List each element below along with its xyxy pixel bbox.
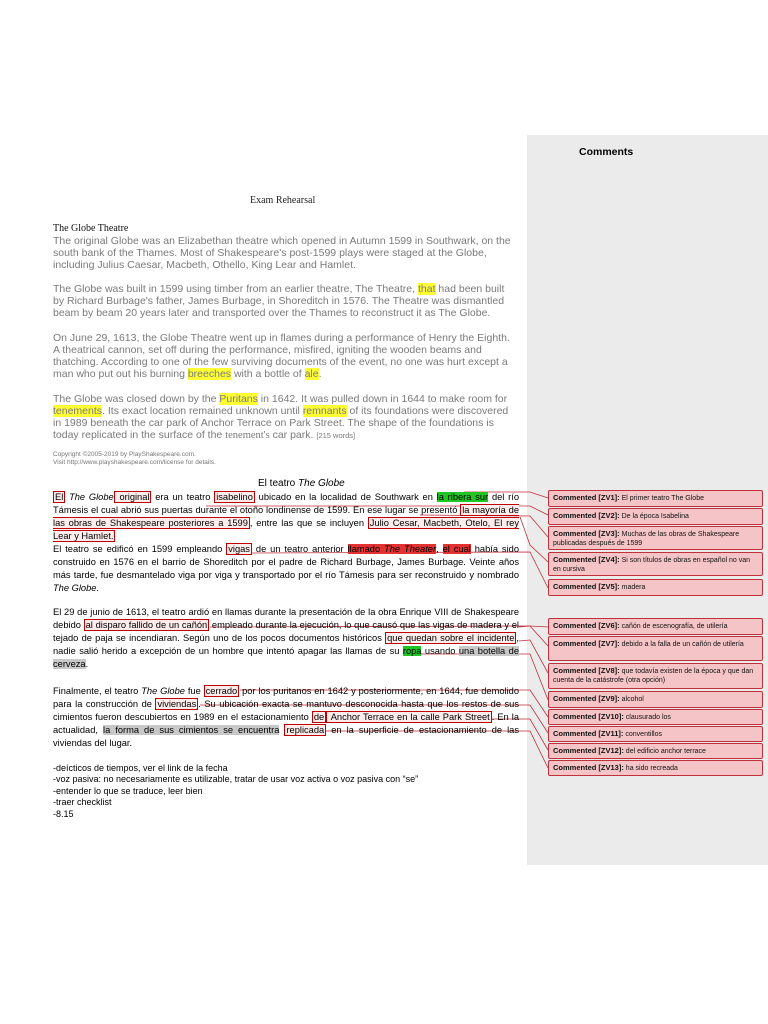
comment-label: Commented [ZV7]: [553, 639, 620, 648]
comment-anchor-zv8[interactable]: que quedan sobre el incidente [387, 633, 515, 643]
comment-label: Commented [ZV4]: [553, 555, 620, 564]
comment-label: Commented [ZV8]: [553, 666, 620, 675]
text-run: had been built by Richard Burbage's father, James Burbage, in Shoreditch in 1576. The Theatre was dismantled beam by beam 20 years later and transported over the Thames to reconstruct it as The Globe. [53, 283, 505, 319]
comment-text: Muchas de las obras de Shakespeare publicadas después de 1599 [553, 531, 740, 547]
spanish-paragraph-2 [53, 543, 519, 595]
comment-text: De la época Isabelina [621, 513, 689, 520]
highlight: ale [304, 368, 319, 380]
comment-zv7[interactable] [548, 636, 763, 661]
text-run: empleado durante la ejecución, lo que causó que las vigas de madera y el tejado de paja se incendiaran. Según uno de los pocos documentos históricos [53, 620, 519, 643]
title-run: El teatro [258, 478, 299, 489]
text-run: Finalmente, el teatro [53, 686, 142, 696]
text-run: On June 29, 1613, the Globe Theatre went up in flames during a performance of Henry the Eighth. A theatrical cannon, set off during the performance, misfired, igniting the wooden beams and thatching. According to one of the few surviving documents of the event, no one was hurt except a man who put out his burning [53, 332, 510, 380]
comment-label: Commented [ZV5]: [553, 582, 620, 591]
comment-anchor-zv10[interactable]: cerrado [205, 686, 238, 696]
text-run: El 29 de junio de 1613, el teatro ardió en llamas durante la presentación de la obra Enrique VIII de Shakespeare debido [53, 607, 519, 630]
highlight: la forma de sus cimientos se encuentra [103, 725, 280, 735]
comment-text: alcohol [621, 696, 644, 703]
comment-anchor-zv12-place[interactable]: Anchor Terrace en la calle Park Street [328, 712, 490, 722]
spanish-paragraph-1 [53, 491, 519, 543]
text-run: usando [421, 646, 459, 656]
comment-anchor-zv11[interactable]: viviendas [157, 699, 197, 709]
text-run: era un teatro [151, 492, 215, 502]
text-run: fue [184, 686, 204, 696]
comment-zv2[interactable] [548, 508, 763, 525]
license-line: Visit http://www.playshakespeare.com/license for details. [53, 459, 216, 466]
highlight: that [417, 283, 436, 295]
copyright-line: Copyright ©2005-2019 by PlayShakespeare.com. [53, 451, 196, 458]
comment-anchor-zv12[interactable]: de [313, 712, 325, 722]
text-run: , [436, 544, 443, 554]
text-run: de un teatro anterior [251, 544, 348, 554]
notes-list [53, 763, 418, 820]
comment-anchor-zv4[interactable]: Julio Cesar, Macbeth, Otelo, El rey Lear y Hamlet. [53, 518, 519, 541]
highlight-italic: The Theater [384, 544, 437, 554]
comment-text: El primer teatro The Globe [621, 495, 704, 502]
english-paragraph-1: The original Globe was an Elizabethan theatre which opened in Autumn 1599 in Southwark, on the south bank of the Thames. Most of Shakespeare's post-1599 plays were staged at the Globe, including Julius Caesar, Macbeth, Othello, King Lear and Hamlet. [53, 235, 511, 271]
comment-anchor-zv1-original[interactable]: original [115, 492, 150, 502]
comment-label: Commented [ZV10]: [553, 712, 624, 721]
comment-zv5[interactable] [548, 579, 763, 596]
comment-label: Commented [ZV11]: [553, 729, 624, 738]
highlight: tenements [53, 405, 103, 417]
comment-text: conventillos [625, 731, 662, 738]
english-heading: The Globe Theatre [53, 223, 129, 234]
text-run: . En la actualidad, [53, 712, 519, 735]
note-item: -traer checklist [53, 797, 112, 808]
text-run: The Globe was built in 1599 using timber from an earlier theatre, The Theatre, [53, 283, 418, 295]
english-paragraph-3 [53, 332, 515, 380]
text-run-italic: The Globe [141, 686, 185, 696]
highlight: ropa [402, 646, 422, 656]
english-paragraph-4 [53, 393, 515, 442]
highlight: llamado [347, 544, 385, 554]
comment-label: Commented [ZV13]: [553, 763, 624, 772]
text-run: tenement's [225, 430, 270, 441]
leader-zv4 [520, 517, 548, 562]
text-run-italic: The Globe [65, 492, 114, 502]
comment-anchor-zv9[interactable]: una botella de cerveza [53, 646, 519, 669]
comment-text: que todavía existen de la época y que dan cuenta de la catástrofe (otra opción) [553, 668, 754, 684]
comment-zv9[interactable] [548, 691, 763, 708]
comment-anchor-zv2[interactable]: isabelino [216, 492, 253, 502]
text-run: del río Támesis el cual abrió sus puertas durante el otoño londinense de 1599. En ese lugar se presentó [53, 492, 519, 515]
text-run: en la superficie de estacionamiento de las viviendas del lugar. [53, 725, 519, 748]
text-run: in 1642. It was pulled down in 1644 to make room for [257, 393, 508, 405]
comment-zv10[interactable] [548, 709, 763, 725]
text-run: ubicado en la localidad de Southwark en [254, 492, 437, 502]
highlight: breeches [187, 368, 232, 380]
comment-anchor-zv13[interactable]: replicada [286, 725, 325, 735]
note-item: -deícticos de tiempos, ver el link de la fecha [53, 763, 228, 773]
comment-label: Commented [ZV12]: [553, 746, 624, 755]
english-paragraph-2 [53, 283, 515, 319]
comment-text: cañón de escenografía, de utilería [621, 623, 728, 630]
comment-label: Commented [ZV9]: [553, 694, 620, 703]
comment-zv4[interactable] [548, 552, 763, 576]
comments-pane-label: Comments [579, 146, 634, 158]
comment-zv11[interactable] [548, 726, 763, 742]
spanish-paragraph-3 [53, 606, 519, 671]
comment-zv6[interactable] [548, 618, 763, 635]
comment-zv12[interactable] [548, 743, 763, 759]
text-run: . [318, 368, 322, 380]
text-run: . [96, 583, 100, 593]
title-run-italic: The Globe [298, 478, 345, 489]
comment-label: Commented [ZV2]: [553, 511, 620, 520]
text-run: , entre las que se incluyen [249, 518, 368, 528]
text-run: . [85, 659, 89, 669]
note-item: -entender lo que se traduce, leer bien [53, 785, 203, 796]
text-run: había sido construido en 1576 en el barrio de Shoreditch por el padre de Richard Burbage, James Burbage. Veinte años más tarde, fue desmantelado viga por viga y transportado por el río Támesis para ser reconstruido y nombrado [53, 544, 519, 580]
text-run: The Globe was closed down by the [53, 393, 220, 405]
comment-anchor-zv5[interactable]: vigas [228, 544, 250, 554]
note-item: -voz pasiva: no necesariamente es utilizable, tratar de usar voz activa o voz pasiva con “se” [53, 774, 419, 785]
comment-label: Commented [ZV3]: [553, 529, 620, 538]
comment-text: debido a la falla de un cañón de utilería [621, 641, 744, 648]
comment-text: Si son títulos de obras en español no van en cursiva [553, 557, 751, 573]
text-run: . Its exact location remained unknown until [102, 405, 303, 417]
copyright-notice [53, 451, 216, 467]
text-run: with a bottle of [231, 368, 305, 380]
text-run: , nadie salió herido a excepción de un hombre que intentó apagar las llamas de su [53, 633, 519, 656]
highlight: la ribera sur [436, 492, 489, 502]
comment-label: Commented [ZV1]: [553, 493, 620, 502]
comment-anchor-zv6[interactable]: al disparo fallido de un cañón [85, 620, 208, 630]
highlight: el cual [442, 544, 471, 554]
comment-text: madera [621, 584, 646, 591]
comment-zv1[interactable] [548, 490, 763, 507]
leader-zv7 [519, 626, 548, 646]
comment-label: Commented [ZV6]: [553, 621, 620, 630]
text-run: car park. [269, 429, 317, 441]
comment-text: clausurado los [625, 714, 671, 721]
leader-zv8 [519, 640, 548, 673]
comment-anchor-zv3[interactable]: la mayoría de las obras de Shakespeare posteriores a 1599 [53, 505, 520, 528]
comment-zv3[interactable] [548, 526, 763, 550]
comment-anchor-zv1[interactable]: El [55, 492, 64, 502]
highlight: remnants [302, 405, 347, 417]
text-run: El teatro se edificó en 1599 empleando [53, 544, 227, 554]
text-run-italic: The Globe [53, 583, 97, 593]
note-item: -8.15 [53, 808, 74, 819]
text-run: of its foundations were discovered in 1989 beneath the car park of Anchor Terrace on Park Street. The shape of the foundations is today replicated in the surface of the [53, 405, 509, 441]
spanish-paragraph-4 [53, 685, 519, 750]
comment-text: del edificio anchor terrace [625, 748, 706, 755]
comment-text: ha sido recreada [625, 765, 678, 772]
text-run: por los puritanos en 1642 y posteriormente, en 1644, fue demolido para la construcción de [53, 686, 519, 709]
highlight: Puritans [219, 393, 258, 405]
document-title: Exam Rehearsal [250, 195, 316, 206]
comment-zv13[interactable] [548, 760, 763, 776]
comment-zv8[interactable] [548, 663, 763, 689]
text-run: . Su ubicación exacta se mantuvo desconocida hasta que los restos de sus cimientos fueron descubiertos en 1989 en el estacionamiento [53, 699, 519, 722]
word-count: [215 words] [316, 431, 356, 440]
spanish-title [258, 478, 345, 489]
